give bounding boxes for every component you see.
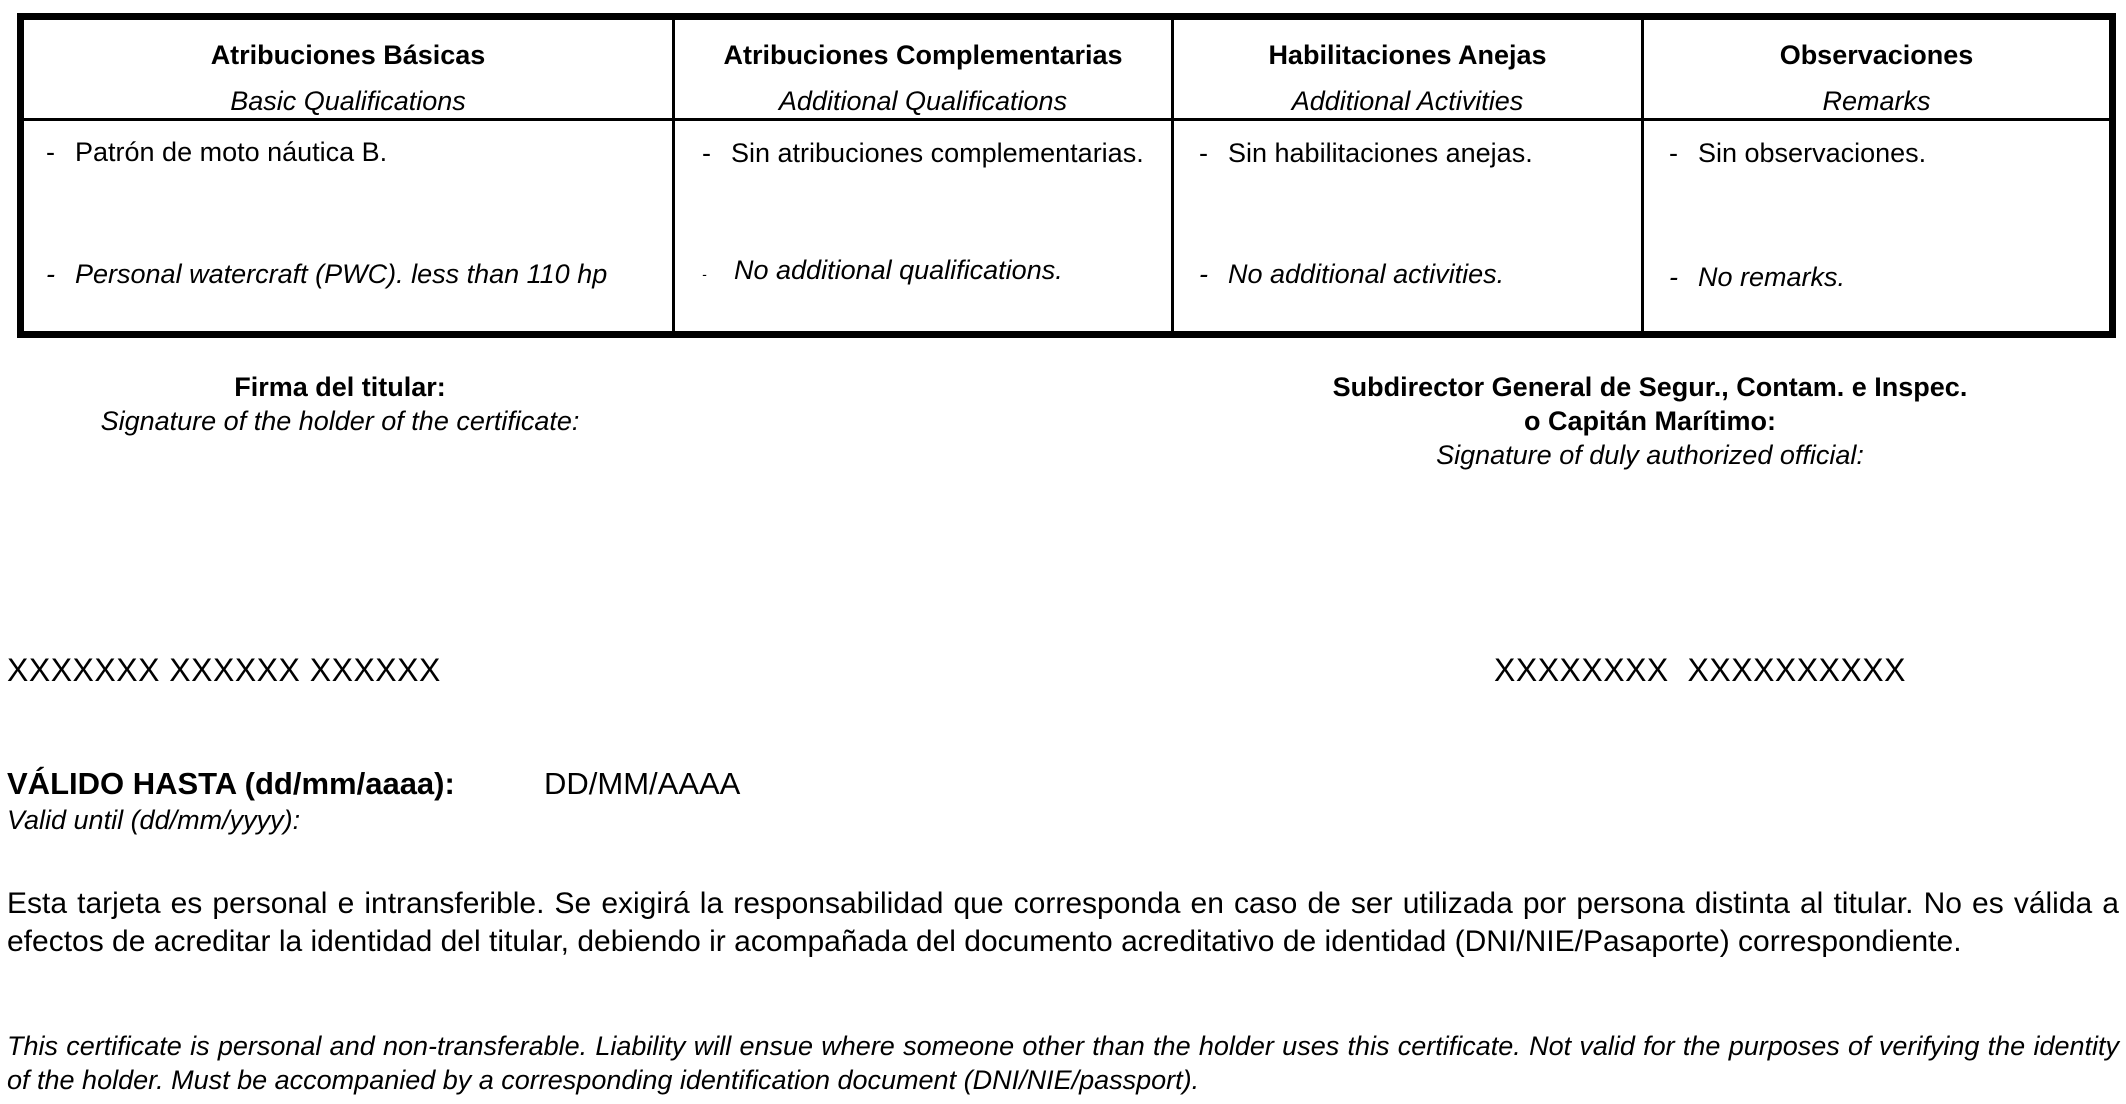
header-es: Observaciones (1779, 40, 1974, 70)
official-name: XXXXXXXX XXXXXXXXXX (1494, 652, 1906, 688)
table-header-row (21, 17, 2113, 120)
bullet-dash: - (1669, 262, 1678, 292)
header-additional-qualifications (674, 17, 1173, 120)
header-es: Habilitaciones Anejas (1268, 40, 1547, 70)
header-additional-activities (1173, 17, 1643, 120)
official-signature-title-line2: o Capitán Marítimo: (1523, 406, 1776, 436)
header-en: Additional Activities (1291, 86, 1524, 116)
holder-signature-title-en: Signature of the holder of the certificate: (100, 406, 580, 436)
cell-text-es: Sin atribuciones complementarias. (731, 138, 1144, 168)
cell-additional-activities (1173, 120, 1643, 335)
cell-basic-qualifications (21, 120, 674, 335)
bullet-dash: - (702, 138, 711, 168)
bullet-dash: - (1199, 259, 1208, 289)
bullet-dash: - (46, 137, 55, 167)
header-es: Atribuciones Básicas (210, 40, 486, 70)
table-row (21, 120, 2113, 335)
official-signature-title-en: Signature of duly authorized official: (1436, 440, 1864, 470)
header-en: Additional Qualifications (778, 86, 1068, 116)
holder-name: XXXXXXX XXXXXX XXXXXX (7, 652, 441, 688)
cell-text-en: No additional qualifications. (734, 255, 1063, 285)
qualifications-table (17, 13, 2116, 338)
cell-text-en: No additional activities. (1228, 259, 1505, 289)
notice-paragraph-es: Esta tarjeta es personal e intransferible. Se exigirá la responsabilidad que corresponda en caso de ser utilizada por persona distinta al titular. No es válida a efectos de acreditar la identidad del titular, debiendo ir acompañada del documento acreditativo de identidad (DNI/NIE/Pasaporte) correspondiente. (7, 887, 2119, 958)
header-en: Remarks (1822, 86, 1931, 116)
bullet-dash: - (1199, 138, 1208, 168)
cell-text-es: Sin habilitaciones anejas. (1228, 138, 1533, 168)
cell-text-en: Personal watercraft (PWC). less than 110 hp (75, 259, 608, 289)
valid-until-label: VÁLIDO HASTA (dd/mm/aaaa): (7, 766, 455, 801)
cell-additional-qualifications (674, 120, 1173, 335)
cell-text-es: Patrón de moto náutica B. (75, 137, 388, 167)
cell-remarks (1643, 120, 2113, 335)
cell-text-es: Sin observaciones. (1698, 138, 1927, 168)
header-basic-qualifications (21, 17, 674, 120)
bullet-dash: - (702, 266, 707, 282)
official-signature-block (1290, 370, 2010, 472)
header-en: Basic Qualifications (230, 86, 466, 116)
notice-paragraph-en: This certificate is personal and non-transferable. Liability will ensue where someone other than the holder uses this certificate. Not valid for the purposes of verifying the identity of the holder. Must be accompanied by a corresponding identification document (DNI/NIE/passport). (7, 1031, 2119, 1095)
holder-signature-block (40, 370, 640, 438)
valid-until-label-en: Valid until (dd/mm/yyyy): (7, 805, 301, 835)
holder-signature-title: Firma del titular: (234, 372, 446, 402)
valid-until-value: DD/MM/AAAA (544, 766, 741, 801)
header-remarks (1643, 17, 2113, 120)
official-signature-title-line1: Subdirector General de Segur., Contam. e Inspec. (1332, 372, 1968, 402)
bullet-dash: - (46, 259, 55, 289)
cell-text-en: No remarks. (1698, 262, 1846, 292)
bullet-dash: - (1669, 138, 1678, 168)
header-es: Atribuciones Complementarias (723, 40, 1123, 70)
